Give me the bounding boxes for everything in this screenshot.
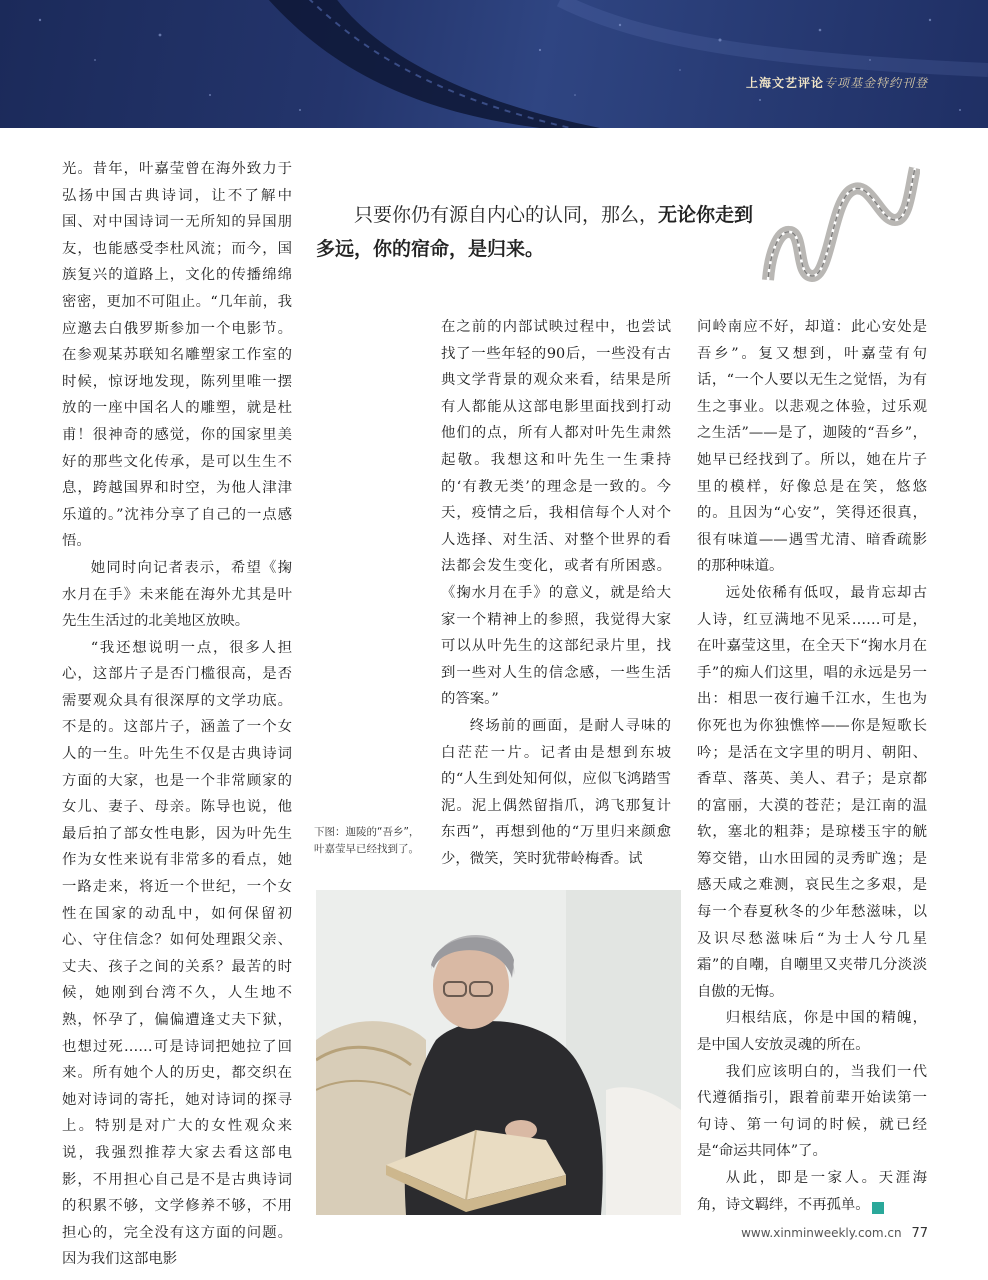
paragraph: 终场前的画面，是耐人寻味的白茫茫一片。记者由是想到东坡的“人生到处知何似，应似飞鸿踏雪泥。泥上偶然留指爪，鸿飞那复计东西”，再想到他的“万里归来颜愈少，微笑，笑时犹带岭梅香。试 bbox=[441, 717, 671, 867]
article-column-1 bbox=[62, 156, 292, 1273]
page-footer bbox=[741, 1226, 928, 1241]
pull-quote-lead: 只要你仍有源自内心的认同，那么， bbox=[354, 204, 659, 226]
sponsor-text: 专项基金特约刊登 bbox=[823, 76, 928, 90]
pull-quote-line-1 bbox=[316, 198, 786, 232]
sponsor-credit bbox=[746, 74, 928, 91]
sponsor-brand: 上海文艺评论 bbox=[745, 76, 824, 90]
paragraph: 在之前的内部试映过程中，也尝试找了一些年轻的90后，一些没有古典文学背景的观众来看，结果是所有人都能从这部电影里面找到打动他们的点，所有人都对叶先生肃然起敬。我想这和叶先生一生秉持的‘有教无类’的理念是一致的。今天，疫情之后，我相信每个人对个人选择、对生活、对整个世界的看法都会发生变化，或者有所困惑。《掬水月在手》的意义，就是给大家一个精神上的参照，我觉得大家可以从叶先生的这部纪录片里，找到一些对人生的信念感，一些生活的答案。” bbox=[441, 319, 671, 708]
film-ribbon-icon bbox=[760, 160, 920, 292]
paragraph: 问岭南应不好，却道：此心安处是吾乡”。复又想到，叶嘉莹有句话，“一个人要以无生之觉悟，为有生之事业。以悲观之体验，过乐观之生活”——是了，迦陵的“吾乡”，她早已经找到了。所以，她在片子里的模样，好像总是在笑，悠悠的。且因为“心安”，笑得还很真，很有味道——遇雪尤清、暗香疏影的那种味道。 bbox=[697, 319, 927, 575]
paragraph: 远处依稀有低叹，最肯忘却古人诗，红豆满地不见采……可是，在叶嘉莹这里，在全天下“掬水月在手”的痴人们这里，唱的永远是另一出：相思一夜行遍千江水，生也为你死也为你独憔悴——你是短歌长吟；是活在文字里的明月、朝阳、香草、落英、美人、君子；是京都的富丽，大漠的苍茫；是江南的温软，塞北的粗莽；是琼楼玉宇的觥筹交错，山水田园的灵秀旷逸；是感天咸之难测，哀民生之多艰，是每一个春夏秋冬的少年愁滋味，以及识尽愁滋味后“为士人兮几星霜”的自嘲，自嘲里又夹带几分淡淡自傲的无悔。 bbox=[697, 584, 927, 1000]
page-number: 77 bbox=[911, 1226, 928, 1241]
paragraph: 我们应该明白的，当我们一代代遵循指引，跟着前辈开始读第一句诗、第一句词的时候，就已经是“命运共同体”了。 bbox=[697, 1063, 927, 1160]
pull-quote-bold-2: 多远，你的宿命，是归来。 bbox=[316, 238, 545, 260]
photo-caption: 下图：迦陵的“吾乡”，叶嘉莹早已经找到了。 bbox=[314, 826, 420, 855]
photo-reading-woman bbox=[316, 890, 681, 1215]
paragraph: 光。昔年，叶嘉莹曾在海外致力于弘扬中国古典诗词，让不了解中国、对中国诗词一无所知的异国朋友，也能感受李杜风流；而今，国族复兴的道路上，文化的传播绵绵密密，更加不可阻止。“几年前，我应邀去白俄罗斯参加一个电影节。在参观某苏联知名雕塑家工作室的时候，惊讶地发现，陈列里唯一摆放的一座中国名人的雕塑，就是杜甫！很神奇的感觉，你的国家里美好的那些文化传承，是可以生生不息，跨越国界和时空，为他人津津乐道的。”沈祎分享了自己的一点感悟。 bbox=[62, 161, 292, 550]
film-strip-decoration bbox=[240, 0, 620, 128]
end-mark-icon: 民 bbox=[872, 1202, 884, 1214]
pull-quote bbox=[316, 198, 786, 266]
paragraph: “我还想说明一点，很多人担心，这部片子是否门槛很高，是否需要观众具有很深厚的文学功底。不是的。这部片子，涵盖了一个女人的一生。叶先生不仅是古典诗词方面的大家，也是一个非常顾家的女儿、妻子、母亲。陈导也说，他最后拍了部女性电影，因为叶先生作为女性来说有非常多的看点，她一路走来，将近一个世纪，一个女性在国家的动乱中，如何保留初心、守住信念？如何处理跟父亲、丈夫、孩子之间的关系？最苦的时候，她刚到台湾不久，人生地不熟，怀孕了，偏偏遭逢丈夫下狱，也想过死……可是诗词把她拉了回来。所有她个人的历史，都交织在她对诗词的寄托，她对诗词的探寻上。特别是对广大的女性观众来说，我强烈推荐大家去看这部电影，不用担心自己是不是古典诗词的积累不够，文学修养不够，不用担心的，完全没有这方面的问题。因为我们这部电影 bbox=[62, 639, 292, 1268]
article-column-3 bbox=[697, 314, 927, 1218]
paragraph: 归根结底，你是中国的精魄，是中国人安放灵魂的所在。 bbox=[697, 1010, 927, 1054]
website-url: www.xinminweekly.com.cn bbox=[741, 1226, 902, 1240]
final-sentence: 从此，即是一家人。天涯海角，诗文羁绊，不再孤单。 bbox=[697, 1170, 927, 1213]
paragraph: 她同时向记者表示，希望《掬水月在手》未来能在海外尤其是叶先生生活过的北美地区放映。 bbox=[62, 559, 292, 630]
pull-quote-bold-1: 无论你走到 bbox=[658, 204, 754, 226]
photo-illustration bbox=[316, 890, 681, 1215]
header-banner bbox=[0, 0, 988, 128]
article-column-2 bbox=[441, 314, 671, 872]
paragraph-final bbox=[697, 1165, 927, 1218]
